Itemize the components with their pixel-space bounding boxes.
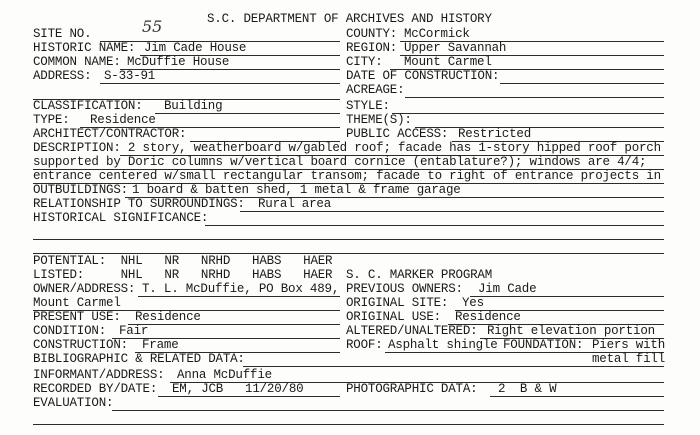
original-use-value: Residence (455, 310, 521, 324)
style-label: STYLE: (346, 99, 390, 113)
listed-row: LISTED: NHL NR NRHD HABS HAER (33, 268, 333, 282)
relationship-line (240, 211, 664, 212)
significance-line-2 (33, 239, 664, 240)
acreage-line (405, 97, 664, 98)
marker-program-label: S. C. MARKER PROGRAM (346, 268, 493, 282)
foundation-label: FOUNDATION: (503, 338, 584, 352)
previous-owners-label: PREVIOUS OWNERS: (346, 282, 463, 296)
altered-label: ALTERED/UNALTERED: (346, 324, 478, 338)
construction-value: Frame (142, 338, 179, 352)
public-access-value: Restricted (458, 127, 532, 141)
relationship-value: Rural area (258, 197, 332, 211)
themes-line (415, 127, 664, 128)
foundation-value: Piers with (592, 338, 666, 352)
informant-value: Anna McDuffie (177, 368, 272, 382)
present-use-value: Residence (135, 310, 201, 324)
common-name-label: COMMON NAME: (33, 55, 121, 69)
potential-row: POTENTIAL: NHL NR NRHD HABS HAER (33, 254, 333, 268)
significance-label: HISTORICAL SIGNIFICANCE: (33, 211, 209, 225)
historic-name-label: HISTORIC NAME: (33, 41, 136, 55)
historic-name-value: Jim Cade House (144, 41, 247, 55)
significance-line (205, 225, 664, 226)
altered-value: Right elevation portion (487, 324, 655, 338)
previous-owners-line (470, 296, 664, 297)
evaluation-label: EVALUATION: (33, 396, 114, 410)
recorded-line (158, 396, 340, 397)
roof-label: ROOF: (346, 338, 383, 352)
informant-label: INFORMANT/ADDRESS: (33, 368, 165, 382)
evaluation-line (112, 410, 664, 411)
description-line-3: entrance centered w/small rectangular transom; facade to right of entrance projects in (33, 169, 661, 183)
classification-label: CLASSIFICATION: (33, 99, 143, 113)
construction-label: CONSTRUCTION: (33, 338, 128, 352)
address-value: S-33-91 (104, 69, 156, 83)
classification-line (155, 113, 340, 114)
original-site-value: Yes (462, 296, 484, 310)
themes-label: THEME(S): (346, 113, 412, 127)
card-header: S.C. DEPARTMENT OF ARCHIVES AND HISTORY (207, 12, 492, 26)
evaluation-line-2 (33, 424, 664, 425)
bibliographic-label: BIBLIOGRAPHIC & RELATED DATA: (33, 352, 245, 366)
photographic-line (490, 396, 664, 397)
county-label: COUNTY: (346, 27, 398, 41)
original-site-label: ORIGINAL SITE: (346, 296, 449, 310)
public-access-label: PUBLIC ACCESS: (346, 127, 449, 141)
type-label: TYPE: (33, 113, 70, 127)
site-no-label: SITE NO. (33, 27, 92, 41)
condition-label: CONDITION: (33, 324, 107, 338)
owner-address-line-2: Mount Carmel (33, 296, 121, 310)
county-value: McCormick (404, 27, 470, 41)
region-label: REGION: (346, 41, 398, 55)
classification-value: Building (164, 99, 223, 113)
photographic-value: 2 B & W (498, 382, 557, 396)
owner-label: OWNER/ADDRESS: (33, 282, 136, 296)
owner-value: T. L. McDuffie, PO Box 489, (142, 282, 340, 296)
condition-value: Fair (119, 324, 149, 338)
architect-label: ARCHITECT/CONTRACTOR: (33, 127, 187, 141)
relationship-label: RELATIONSHIP TO SURROUNDINGS: (33, 197, 245, 211)
outbuildings-value: 1 board & batten shed, 1 metal & frame garage (132, 183, 461, 197)
owner-line (138, 296, 340, 297)
bibliographic-line (243, 366, 664, 367)
previous-owners-value: Jim Cade (478, 282, 537, 296)
present-use-label: PRESENT USE: (33, 310, 121, 324)
photographic-label: PHOTOGRAPHIC DATA: (346, 382, 478, 396)
site-no-value: 55 (142, 17, 163, 36)
description-line-2: supported by Doric columns w/vertical board cornice (entablature?); windows are 4/4; (33, 155, 647, 169)
outbuildings-label: OUTBUILDINGS: (33, 183, 128, 197)
common-name-value: McDuffie House (127, 55, 230, 69)
present-use-line (128, 324, 340, 325)
type-value: Residence (90, 113, 156, 127)
city-label: CITY: (346, 55, 383, 69)
acreage-label: ACREAGE: (346, 83, 405, 97)
date-construction-line (500, 83, 664, 84)
style-line (392, 113, 664, 114)
recorded-value: EM, JCB 11/20/80 (172, 382, 304, 396)
roof-value: Asphalt shingle (388, 338, 498, 352)
recorded-label: RECORDED BY/DATE: (33, 382, 158, 396)
description-line-1: DESCRIPTION: 2 story, weatherboard w/gabled roof; facade has 1-story hipped roof porch (33, 141, 661, 155)
address-label: ADDRESS: (33, 69, 92, 83)
address-line (100, 83, 340, 84)
date-construction-label: DATE OF CONSTRUCTION: (346, 69, 500, 83)
city-value: Mount Carmel (404, 55, 492, 69)
original-use-label: ORIGINAL USE: (346, 310, 441, 324)
region-value: Upper Savannah (404, 41, 507, 55)
foundation-value-line-2: metal fill (592, 352, 666, 366)
